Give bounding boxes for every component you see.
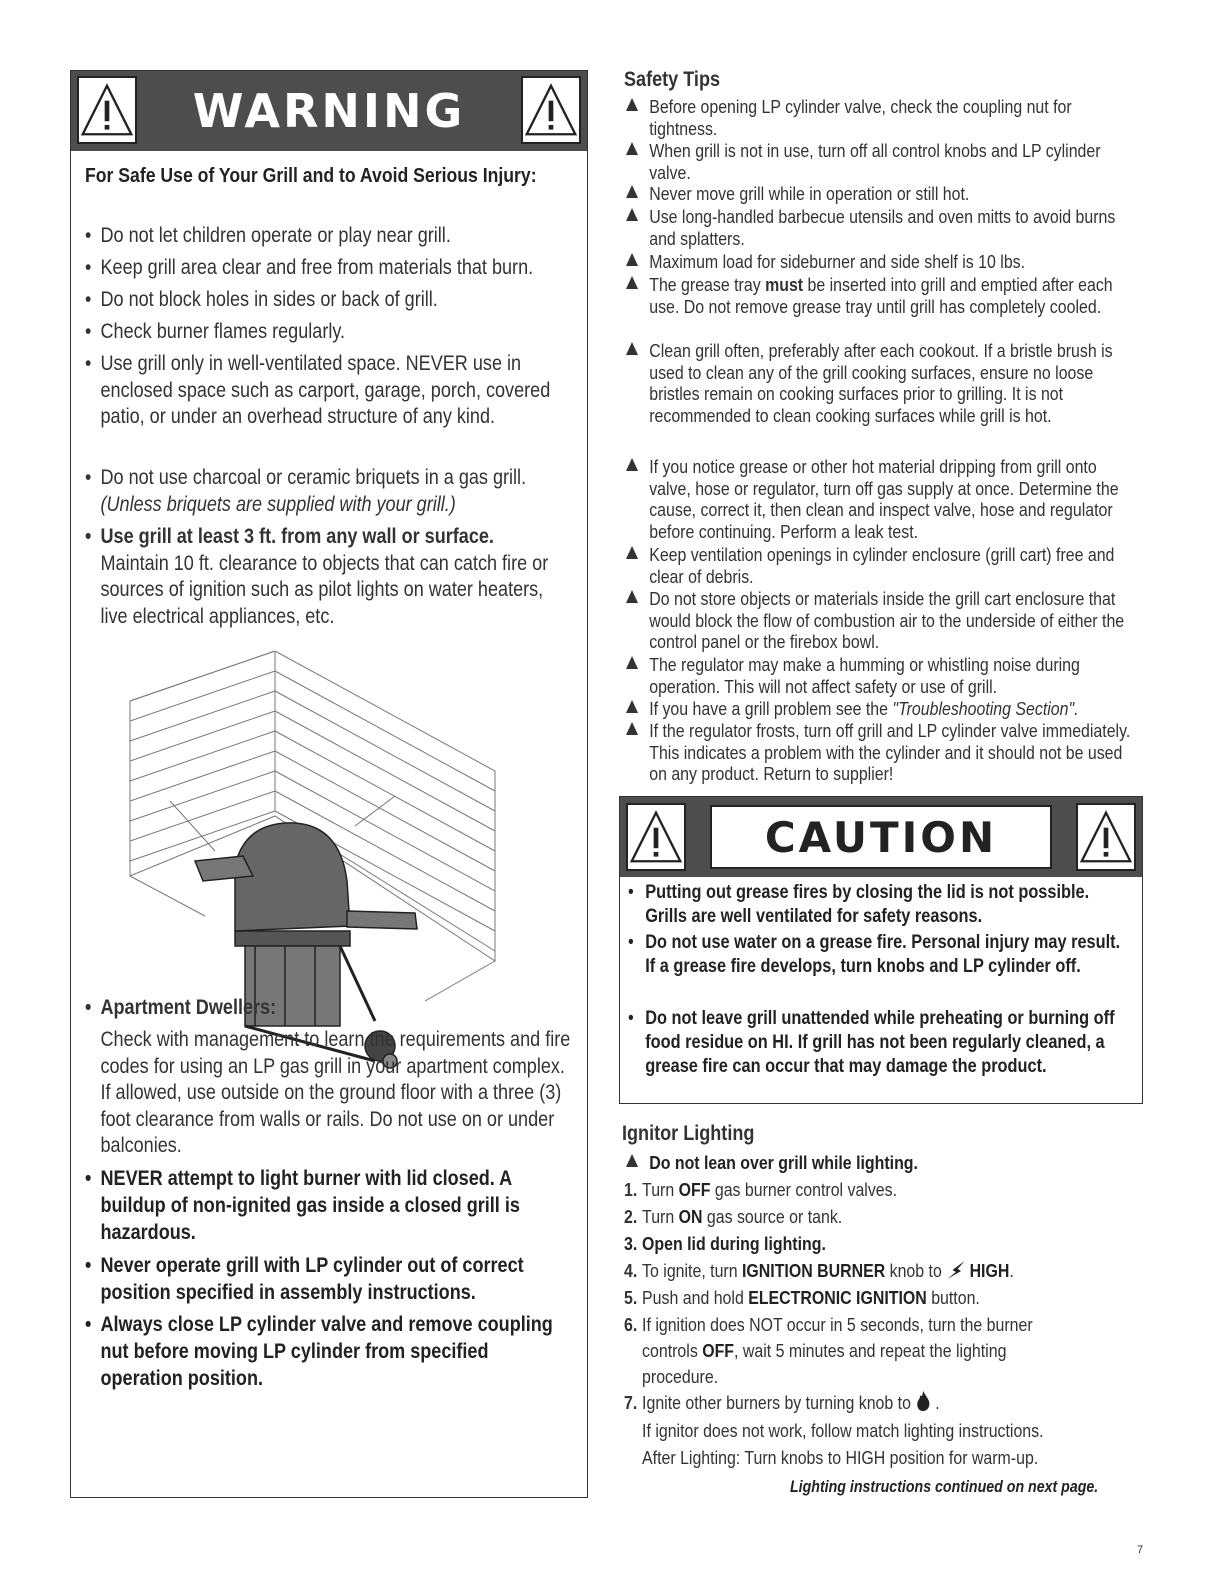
warning-bullet: • NEVER attempt to light burner with lid closed. A buildup of non-ignited gas inside a closed grill is hazardous. (85, 1167, 520, 1244)
lighting-step: 6. If ignition does NOT occur in 5 seconds, turn the burner controls OFF, wait 5 minutes and repeat the lighting procedure. (624, 1314, 1033, 1387)
safety-tip: Do not store objects or materials inside the grill cart enclosure that would block the flow of combustion air to the underside of either the control panel or the firebox bowl. (626, 588, 1133, 653)
triangle-bullet-icon (626, 700, 638, 713)
triangle-bullet-icon (626, 656, 638, 669)
safety-tip: If you notice grease or other hot material dripping from grill onto valve, hose or regulator, turn off gas supply at once. Determine the cause, correct it, then clean and inspect valve, hose and regulator before continuing. Perform a leak test. (626, 456, 1133, 542)
warning-triangle-icon (626, 803, 686, 871)
continued-note: Lighting instructions continued on next page. (790, 1478, 1099, 1496)
warning-bullet: • Use grill only in well-ventilated space. NEVER use in enclosed space such as carport, garage, porch, covered patio, or under an overhead structure of any kind. (85, 352, 551, 428)
safety-tip: Never move grill while in operation or still hot. (626, 183, 1133, 205)
caution-title: CAUTION (710, 805, 1052, 869)
warning-bullet: • Do not block holes in sides or back of grill. (85, 288, 438, 311)
warning-heading: For Safe Use of Your Grill and to Avoid Serious Injury: (85, 164, 537, 187)
triangle-bullet-icon (626, 276, 638, 289)
triangle-bullet-icon (626, 253, 638, 266)
ignitor-warning: Do not lean over grill while lighting. (626, 1152, 1133, 1174)
triangle-bullet-icon (626, 208, 638, 221)
warning-bullet: • Do not use charcoal or ceramic briquets in a gas grill. (Unless briquets are supplied with your grill.) (85, 466, 527, 516)
triangle-bullet-icon (626, 185, 638, 198)
warning-title: WARNING (192, 84, 466, 138)
lighting-step: 1. Turn OFF gas burner control valves. (624, 1179, 898, 1200)
warning-box (70, 70, 588, 1498)
warning-banner (71, 71, 587, 151)
safety-tip: Keep ventilation openings in cylinder enclosure (grill cart) free and clear of debris. (626, 544, 1133, 587)
safety-tip: If you have a grill problem see the "Troubleshooting Section". (626, 698, 1133, 720)
safety-tip: The grease tray must be inserted into grill and emptied after each use. Do not remove grease tray until grill has completely cooled. (626, 274, 1133, 317)
safety-tip: If the regulator frosts, turn off grill and LP cylinder valve immediately. This indicates a problem with the cylinder and it should not be used on any product. Return to supplier! (626, 720, 1133, 785)
caution-bullet: • Do not leave grill unattended while preheating or burning off food residue on HI. If grill has not been regularly cleaned, a grease fire can occur that may damage the product. (628, 1008, 1115, 1077)
safety-tip: Use long-handled barbecue utensils and oven mitts to avoid burns and splatters. (626, 206, 1133, 249)
triangle-bullet-icon (626, 590, 638, 603)
ignitor-lighting-title: Ignitor Lighting (622, 1122, 755, 1145)
lighting-step: 4. To ignite, turn IGNITION BURNER knob to HIGH. (624, 1260, 1014, 1281)
warning-bullet: • Check burner flames regularly. (85, 320, 346, 343)
page-number: 7 (1137, 1544, 1144, 1556)
triangle-bullet-icon (626, 458, 638, 471)
warning-paragraph: Check with management to learn the requirements and fire codes for using an LP gas grill in your apartment complex. If allowed, use outside on the ground floor with a three (3) foot clearance from walls or rails. Do not use on or under balconies. (100, 1028, 571, 1157)
burner-flame-icon (915, 1390, 930, 1412)
lighting-step: 7. Ignite other burners by turning knob to . (624, 1392, 940, 1413)
warning-triangle-icon (521, 76, 581, 144)
warning-bullet: • Always close LP cylinder valve and remove coupling nut before moving LP cylinder from specified operation position. (85, 1313, 553, 1390)
caution-banner (620, 797, 1142, 877)
warning-bullet: • Keep grill area clear and free from materials that burn. (85, 256, 534, 279)
warning-bullet: • Never operate grill with LP cylinder out of correct position specified in assembly instructions. (85, 1254, 524, 1304)
lighting-step: 3. Open lid during lighting. (624, 1233, 826, 1254)
safety-tip: Before opening LP cylinder valve, check the coupling nut for tightness. (626, 96, 1133, 139)
triangle-bullet-icon (626, 722, 638, 735)
triangle-bullet-icon (626, 1154, 638, 1167)
safety-tip: Maximum load for sideburner and side shelf is 10 lbs. (626, 251, 1133, 273)
caution-bullet: • Do not use water on a grease fire. Personal injury may result. If a grease fire develops, turn knobs and LP cylinder off. (628, 932, 1121, 977)
safety-tip: When grill is not in use, turn off all control knobs and LP cylinder valve. (626, 140, 1133, 183)
warning-bullet: • Use grill at least 3 ft. from any wall or surface. Maintain 10 ft. clearance to objects that can catch fire or sources of ignition such as pilot lights on water heaters, live electrical appliances, etc. (85, 525, 549, 628)
high-flame-icon (946, 1260, 965, 1280)
triangle-bullet-icon (626, 142, 638, 155)
lighting-note: After Lighting: Turn knobs to HIGH position for warm-up. (642, 1447, 1039, 1468)
triangle-bullet-icon (626, 342, 638, 355)
lighting-note: If ignitor does not work, follow match lighting instructions. (642, 1420, 1044, 1441)
safety-tips-title: Safety Tips (624, 68, 721, 91)
warning-bullet: • Apartment Dwellers: (85, 996, 277, 1019)
caution-box (619, 796, 1143, 1104)
triangle-bullet-icon (626, 98, 638, 111)
lighting-step: 2. Turn ON gas source or tank. (624, 1206, 843, 1227)
safety-tip: The regulator may make a humming or whistling noise during operation. This will not affect safety or use of grill. (626, 654, 1133, 697)
warning-bullet: • Do not let children operate or play near grill. (85, 224, 451, 247)
caution-bullet: • Putting out grease fires by closing the lid is not possible. Grills are well ventilated for safety reasons. (628, 882, 1090, 927)
warning-triangle-icon (77, 76, 137, 144)
triangle-bullet-icon (626, 546, 638, 559)
safety-tip: Clean grill often, preferably after each cookout. If a bristle brush is used to clean any of the grill cooking surfaces, ensure no loose bristles remain on cooking surfaces prior to grilling. It is not recommended to clean cooking surfaces while grill is hot. (626, 340, 1133, 426)
warning-triangle-icon (1076, 803, 1136, 871)
lighting-step: 5. Push and hold ELECTRONIC IGNITION button. (624, 1287, 980, 1308)
